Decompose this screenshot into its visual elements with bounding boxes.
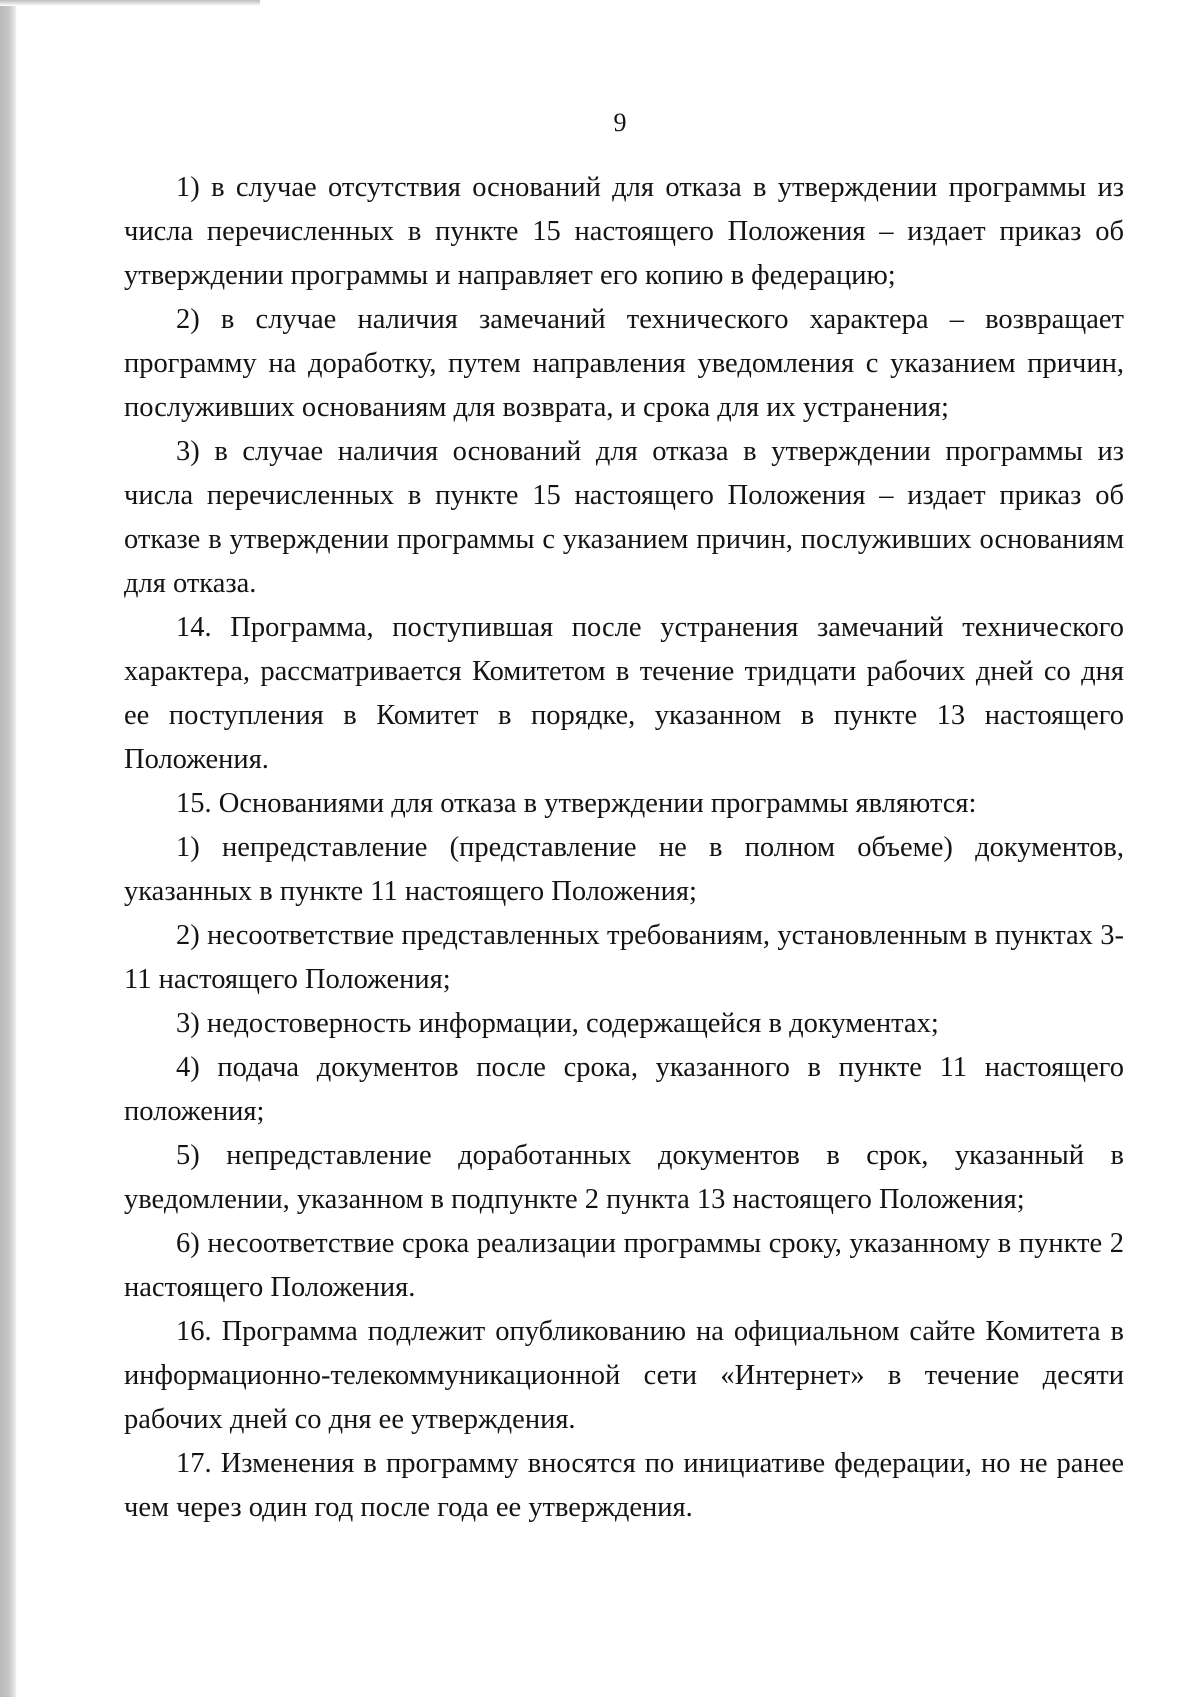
subitem-3-refusal: 3) в случае наличия оснований для отказа в утверждении программы из числа перечисленных в пункте 15 настоящего Положения – издает приказ об отказе в утверждении программы с указанием причин, послуживших основаниям для отказа. [124,436,1124,599]
document-body [124,166,1124,1530]
item-15-point-6: 6) несоответствие срока реализации программы сроку, указанному в пункте 2 настоящего Положения. [124,1228,1124,1303]
item-15-point-3: 3) недостоверность информации, содержащейся в документах; [176,1008,939,1039]
item-15-point-2: 2) несоответствие представленных требованиям, установленным в пунктах 3-11 настоящего Положения; [124,920,1124,995]
scan-top-edge [0,0,260,6]
item-15-point-5: 5) непредставление доработанных документов в срок, указанный в уведомлении, указанном в подпункте 2 пункта 13 настоящего Положения; [124,1140,1124,1215]
subitem-2-return-for-revision: 2) в случае наличия замечаний технического характера – возвращает программу на доработку, путем направления уведомления с указанием причин, послуживших основаниям для возврата, и срока для их устранения; [124,304,1124,423]
item-14: 14. Программа, поступившая после устранения замечаний технического характера, рассматривается Комитетом в течение тридцати рабочих дней со дня ее поступления в Комитет в порядке, указанном в пункте 13 настоящего Положения. [124,612,1124,775]
item-15-point-4: 4) подача документов после срока, указанного в пункте 11 настоящего положения; [124,1052,1124,1127]
item-16: 16. Программа подлежит опубликованию на официальном сайте Комитета в информационно-телекоммуникационной сети «Интернет» в течение десяти рабочих дней со дня ее утверждения. [124,1316,1124,1435]
subitem-1-approval: 1) в случае отсутствия оснований для отказа в утверждении программы из числа перечисленных в пункте 15 настоящего Положения – издает приказ об утверждении программы и направляет его копию в федерацию; [124,172,1124,291]
page-number: 9 [613,108,627,137]
item-15-point-1: 1) непредставление (представление не в полном объеме) документов, указанных в пункте 11 настоящего Положения; [124,832,1124,907]
item-15-heading: 15. Основаниями для отказа в утверждении программы являются: [176,788,977,819]
item-17: 17. Изменения в программу вносятся по инициативе федерации, но не ранее чем через один год после года ее утверждения. [124,1448,1124,1523]
scan-edge-shadow [0,0,17,1697]
